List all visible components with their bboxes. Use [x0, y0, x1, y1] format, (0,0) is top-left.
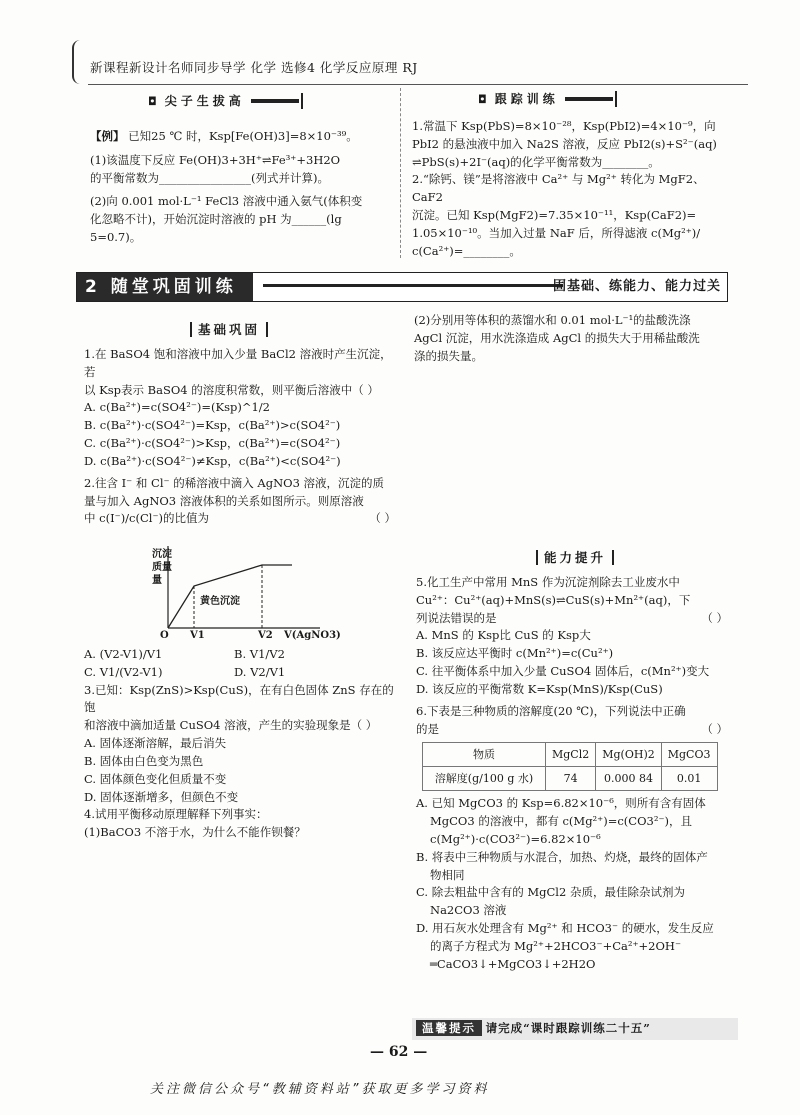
q6-option-c1: C. 除去粗盐中含有的 MgCl2 杂质，最佳除杂试剂为 [416, 885, 685, 900]
q6-line1: 6.下表是三种物质的溶解度(20 ℃)，下列说法中正确 [416, 703, 686, 718]
graph-ylabel-3: 量 [152, 575, 162, 586]
graph-ylabel-2: 质量 [152, 562, 172, 573]
section-rule [251, 99, 299, 103]
graph-xlabel: V(AgNO3) [284, 630, 341, 641]
q2-option-a: A. (V2-V1)/V1 [84, 647, 163, 661]
section-banner [76, 272, 728, 302]
q2-line3 [84, 510, 396, 528]
tracking-q2d: c(Ca²⁺)=________。 [412, 243, 521, 258]
example-q2b: 化忽略不计)，开始沉淀时溶液的 pH 为______(lg 5=0.7)。 [90, 212, 342, 245]
q6-paren: （ ） [701, 721, 728, 736]
basic-q1-block [84, 346, 396, 528]
q5-option-d: D. 该反应的平衡常数 K=Ksp(MnS)/Ksp(CuS) [416, 681, 663, 696]
q1-option-c: C. c(Ba²⁺)·c(SO4²⁻)>Ksp，c(Ba²⁺)=c(SO4²⁻) [84, 436, 341, 451]
q5-line2: Cu²⁺：Cu²⁺(aq)+MnS(s)⇌CuS(s)+Mn²⁺(aq)，下 [416, 592, 691, 607]
table-cell: 0.000 84 [596, 767, 662, 791]
table-header: 物质 [423, 743, 546, 767]
q6-option-c2: Na2CO3 溶液 [430, 903, 507, 918]
q3-line2: 和溶液中滴加适量 CuSO4 溶液，产生的实验现象是（ ） [84, 718, 378, 733]
q6-option-a2: MgCO3 的溶液中，都有 c(Mg²⁺)=c(CO3²⁻)，且 [430, 814, 692, 829]
table-header: MgCl2 [546, 743, 596, 767]
q2-line1: 2.往含 I⁻ 和 Cl⁻ 的稀溶液中滴入 AgNO3 溶液，沉淀的质 [84, 475, 385, 490]
banner-title: 2 随堂巩固训练 [77, 273, 253, 301]
banner-subtitle: 固基础、练能力、能力过关 [552, 279, 721, 294]
q1-option-b: B. c(Ba²⁺)·c(SO4²⁻)=Ksp，c(Ba²⁺)>c(SO4²⁻) [84, 418, 341, 433]
example-block [90, 128, 396, 247]
q5-option-a: A. MnS 的 Ksp比 CuS 的 Ksp大 [416, 628, 591, 643]
example-text: 已知25 ℃ 时，Ksp[Fe(OH)3]=8×10⁻³⁹。 [128, 129, 358, 143]
q1-option-d: D. c(Ba²⁺)·c(SO4²⁻)≠Ksp，c(Ba²⁺)<c(SO4²⁻) [84, 453, 341, 468]
q3-option-c: C. 固体颜色变化但质量不变 [84, 771, 227, 786]
section-tracking [478, 90, 617, 109]
precipitation-graph [150, 540, 350, 640]
tip-bar [412, 1018, 738, 1040]
table-cell: 74 [546, 767, 596, 791]
graph-v2-label: V2 [258, 630, 273, 641]
q4-part2-line1: (2)分别用等体积的蒸馏水和 0.01 mol·L⁻¹的盐酸洗涤 [414, 313, 691, 327]
page-number: — 62 — [370, 1044, 428, 1060]
table-cell: 溶解度(g/100 g 水) [423, 767, 546, 791]
subsection-title: 基础巩固 [190, 322, 268, 337]
graph-ylabel-1: 沉淀 [152, 549, 172, 560]
tracking-q1b: PbI2 的悬浊液中加入 Na2S 溶液，反应 PbI2(s)+S²⁻(aq) [412, 136, 717, 151]
q4-part2-line2: AgCl 沉淀，用水洗涤造成 AgCl 的损失大于用稀盐酸洗 [414, 330, 700, 345]
subsection-advanced [536, 548, 614, 568]
q1-option-a: A. c(Ba²⁺)=c(SO4²⁻)=(Ksp)^1/2 [84, 400, 270, 415]
q3-line1: 3.已知：Ksp(ZnS)>Ksp(CuS)，在有白色固体 ZnS 存在的饱 [84, 682, 394, 715]
tracking-q1a: 1.常温下 Ksp(PbS)=8×10⁻²⁸，Ksp(PbI2)=4×10⁻⁹，向 [412, 119, 716, 133]
banner-rule [263, 284, 563, 287]
table-header-row [423, 743, 718, 767]
page-header: 新课程新设计名师同步导学 化学 选修4 化学反应原理 RJ [90, 60, 418, 75]
advanced-block [416, 574, 728, 974]
q1-line2: 以 Ksp表示 BaSO4 的溶度积常数，则平衡后溶液中（ ） [84, 382, 379, 397]
bullet-icon: ◘ [478, 92, 491, 106]
table-header: Mg(OH)2 [596, 743, 662, 767]
tracking-block [412, 118, 732, 261]
example-label: 【例】 [90, 129, 125, 143]
q2-option-b: B. V1/V2 [234, 647, 285, 661]
section-top-students [148, 92, 303, 111]
table-cell: 0.01 [661, 767, 717, 791]
tip-label: 温馨提示 [416, 1020, 482, 1036]
example-q1b: 的平衡常数为________________(列式并计算)。 [90, 170, 329, 185]
q6-option-b1: B. 将表中三种物质与水混合，加热、灼烧，最终的固体产 [416, 849, 708, 864]
table-header: MgCO3 [661, 743, 717, 767]
subsection-basic [190, 320, 268, 340]
q3-option-b: B. 固体由白色变为黑色 [84, 753, 204, 768]
tracking-q1c: ⇌PbS(s)+2I⁻(aq)的化学平衡常数为________。 [412, 154, 660, 169]
example-q1: (1)该温度下反应 Fe(OH)3+3H⁺⇌Fe³⁺+3H2O [90, 152, 341, 167]
section-rule [565, 97, 613, 101]
q1-line1: 1.在 BaSO4 饱和溶液中加入少量 BaCl2 溶液时产生沉淀，若 [84, 347, 392, 379]
graph-ylabel [152, 548, 172, 587]
q6-option-a3: c(Mg²⁺)·c(CO3²⁻)=6.82×10⁻⁶ [430, 832, 601, 847]
table-row [423, 767, 718, 791]
q3-option-a: A. 固体逐渐溶解，最后消失 [84, 736, 227, 751]
q4-continued [414, 312, 730, 365]
basic-q2-options [84, 646, 396, 842]
tracking-q2b: 沉淀。已知 Ksp(MgF2)=7.35×10⁻¹¹，Ksp(CaF2)= [412, 208, 697, 223]
example-q2: (2)向 0.001 mol·L⁻¹ FeCl3 溶液中通入氨气(体积变 [90, 194, 363, 209]
section-rule-end [301, 93, 303, 109]
q2-option-c: C. V1/(V2-V1) [84, 664, 163, 679]
bullet-icon: ◘ [148, 94, 161, 108]
section-title: 尖子生拔高 [164, 94, 245, 108]
q6-option-a1: A. 已知 MgCO3 的 Ksp=6.82×10⁻⁶，则所有含有固体 [416, 796, 706, 811]
q2-line3-text: 中 c(I⁻)/c(Cl⁻)的比值为 [84, 511, 210, 526]
q2-paren: （ ） [369, 511, 396, 526]
graph-origin: O [160, 630, 169, 641]
q6-option-b2: 物相同 [430, 867, 465, 882]
q2-line2: 量与加入 AgNO3 溶液体积的关系如图所示。则原溶液 [84, 493, 364, 508]
tip-text: 请完成“课时跟踪训练二十五” [485, 1021, 651, 1035]
q5-line1: 5.化工生产中常用 MnS 作为沉淀剂除去工业废水中 [416, 575, 680, 589]
q6-line2-text: 的是 [416, 721, 439, 736]
q5-option-c: C. 往平衡体系中加入少量 CuSO4 固体后，c(Mn²⁺)变大 [416, 664, 710, 679]
q4-line1: 4.试用平衡移动原理解释下列事实： [84, 807, 268, 822]
column-divider [400, 88, 401, 258]
subsection-title: 能力提升 [536, 550, 614, 565]
q5-option-b: B. 该反应达平衡时 c(Mn²⁺)=c(Cu²⁺) [416, 646, 614, 661]
header-divider [88, 84, 748, 85]
q5-line3-text: 列说法错误的是 [416, 610, 497, 625]
q4-part2-line3: 涤的损失量。 [414, 348, 483, 363]
tracking-q2a: 2.“除钙、镁”是将溶液中 Ca²⁺ 与 Mg²⁺ 转化为 MgF2、CaF2 [412, 172, 705, 205]
q6-line2 [416, 721, 728, 739]
section-rule-end [615, 91, 617, 107]
solubility-table [422, 742, 718, 791]
q6-option-d3: ═CaCO3↓+MgCO3↓+2H2O [430, 956, 596, 971]
graph-seg-label: 黄色沉淀 [200, 596, 240, 607]
section-title: 跟踪训练 [494, 92, 559, 106]
q6-option-d2: 的离子方程式为 Mg²⁺+2HCO3⁻+Ca²⁺+2OH⁻ [430, 938, 682, 953]
q5-line3 [416, 610, 728, 628]
header-bracket [72, 40, 80, 84]
q5-paren: （ ） [701, 610, 728, 625]
q4-line2: (1)BaCO3 不溶于水，为什么不能作钡餐？ [84, 825, 306, 840]
q2-option-d: D. V2/V1 [234, 664, 286, 679]
q3-option-d: D. 固体逐渐增多，但颜色不变 [84, 789, 239, 804]
graph-v1-label: V1 [190, 630, 205, 641]
footer-note: 关注微信公众号“教辅资料站”获取更多学习资料 [150, 1082, 490, 1097]
q6-option-d1: D. 用石灰水处理含有 Mg²⁺ 和 HCO3⁻ 的硬水，发生反应 [416, 921, 714, 936]
tracking-q2c: 1.05×10⁻¹⁰。当加入过量 NaF 后，所得滤液 c(Mg²⁺)/ [412, 225, 701, 240]
